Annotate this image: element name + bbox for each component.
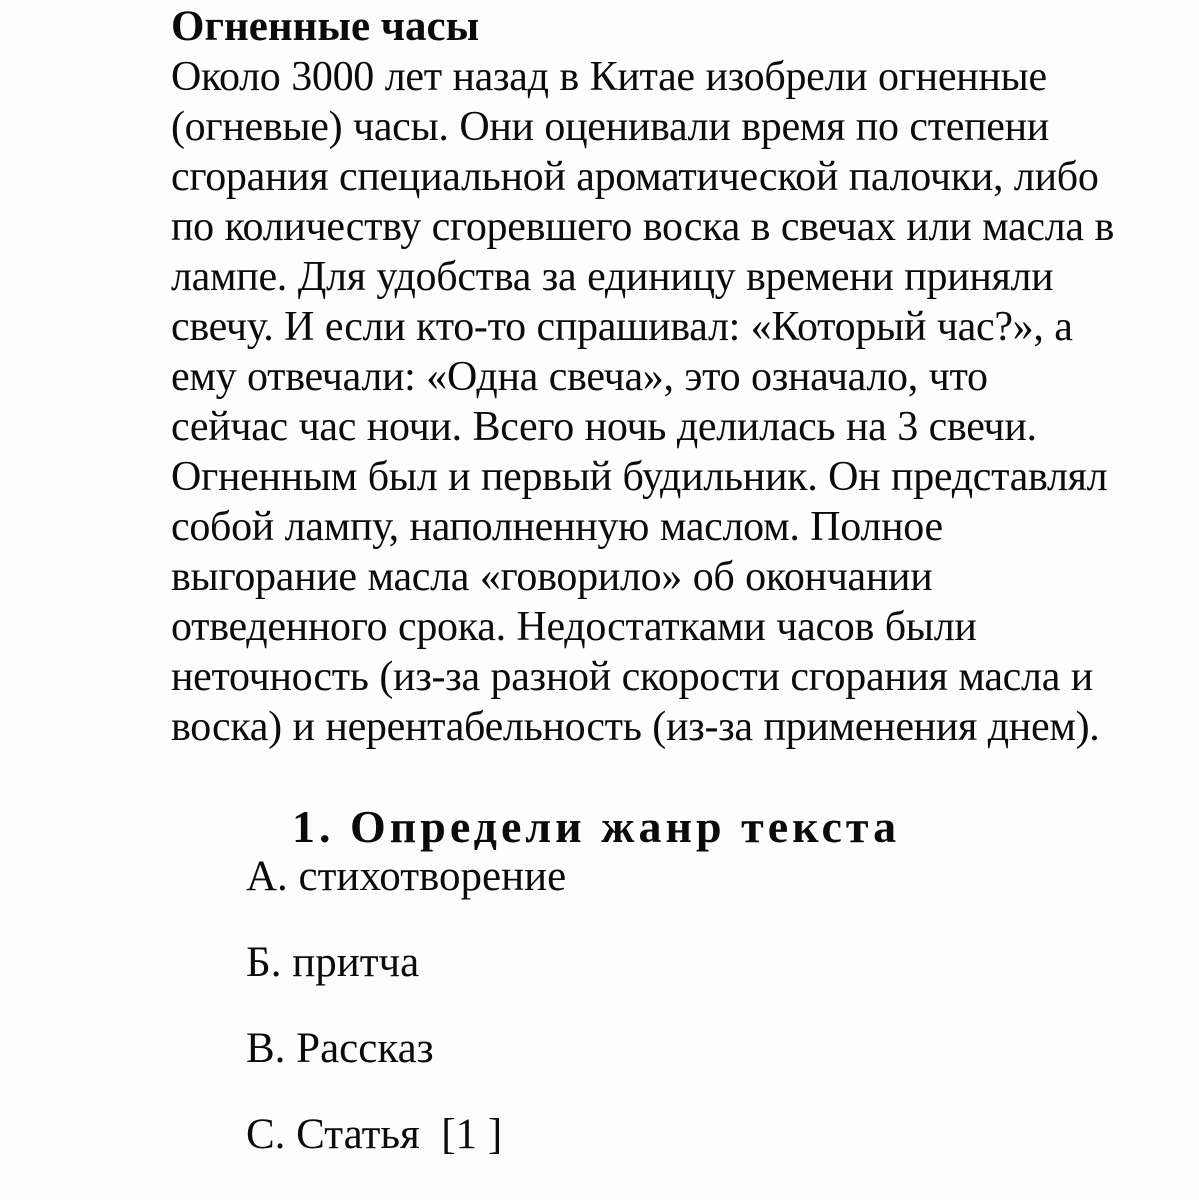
answer-option-b: Б. притча [246,939,420,986]
article-title: Огненные часы [171,3,480,50]
answer-option-c: С. Статья [1 ] [246,1111,503,1158]
answer-options-list [246,852,1114,1160]
answer-option-v: В. Рассказ [246,1025,434,1072]
article-body-text: Около 3000 лет назад в Китае изобрели огненные (огневые) часы. Они оценивали время по степени сгорания специальной ароматической палочки, либо по количеству сгоревшего воска в свечах или масла в лампе. Для удобства за единицу времени приняли свечу. И если кто-то спрашивал: «Который час?», а ему отвечали: «Одна свеча», это означало, что сейчас час ночи. Всего ночь делилась на 3 свечи. Огненным был и первый будильник. Он представлял собой лампу, наполненную маслом. Полное выгорание масла «говорило» об окончании отведенного срока. Недостатками часов были неточность (из-за разной скорости сгорания масла и воска) и нерентабельность (из-за применения днем). [171,54,1114,750]
answer-option-a: А. стихотворение [246,853,567,900]
question-heading: 1. Определи жанр текста [292,801,901,852]
